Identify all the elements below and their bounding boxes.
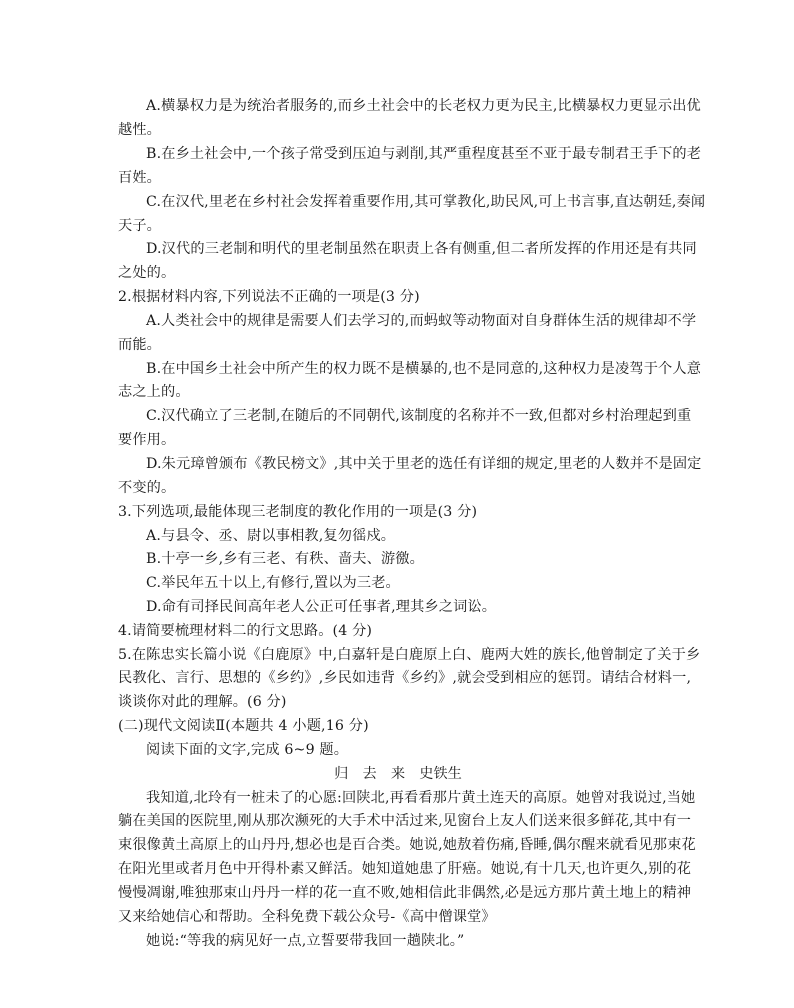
q1-option-c-line1: C.在汉代,里老在乡村社会发挥着重要作用,其可掌教化,助民风,可上书言事,直达朝廷,奏闻 [146, 194, 706, 210]
section-heading: (二)现代文阅读Ⅱ(本题共 4 小题,16 分) [118, 718, 369, 734]
question-2-stem: 2.根据材料内容,下列说法不正确的一项是(3 分) [118, 289, 420, 305]
passage-line: 躺在美国的医院里,刚从那次濒死的大手术中活过来,见窗台上友人们送来很多鲜花,其中有一 [118, 813, 692, 829]
question-4-stem: 4.请简要梳理材料二的行文思路。(4 分) [118, 623, 373, 639]
q1-option-d-line2: 之处的。 [118, 265, 176, 281]
q2-option-b-line1: B.在中国乡土社会中所产生的权力既不是横暴的,也不是同意的,这种权力是凌驾于个人意 [146, 361, 702, 377]
passage-line: 又来给她信心和帮助。全科免费下载公众号-《高中僧课堂》 [118, 909, 496, 925]
q1-option-b-line1: B.在乡土社会中,一个孩子常受到压迫与剥削,其严重程度甚至不亚于最专制君王手下的老 [146, 146, 702, 162]
question-3-stem: 3.下列选项,最能体现三老制度的教化作用的一项是(3 分) [118, 504, 478, 520]
q2-option-d-line1: D.朱元璋曾颁布《教民榜文》,其中关于里老的选任有详细的规定,里老的人数并不是固定 [146, 456, 702, 472]
q3-option-d: D.命有司择民间高年老人公正可任事者,理其乡之词讼。 [146, 599, 497, 615]
question-5-line2: 民教化、言行、思想的《乡约》,乡民如违背《乡约》,就会受到相应的惩罚。请结合材料一, [118, 670, 692, 686]
reading-instruction: 阅读下面的文字,完成 6~9 题。 [146, 742, 349, 758]
passage-line: 在阳光里或者月色中开得朴素又鲜活。她知道她患了肝癌。她说,有十几天,也许更久,别的花 [118, 861, 692, 877]
passage-line: 她说:“等我的病见好一点,立誓要带我回一趟陕北。” [146, 933, 465, 949]
question-5-line1: 5.在陈忠实长篇小说《白鹿原》中,白嘉轩是白鹿原上白、鹿两大姓的族长,他曾制定了关于乡 [118, 647, 701, 663]
q2-option-c-line2: 要作用。 [118, 432, 176, 448]
q3-option-c: C.举民年五十以上,有修行,置以为三老。 [146, 575, 400, 591]
q2-option-d-line2: 不变的。 [118, 480, 176, 496]
q1-option-c-line2: 天子。 [118, 218, 162, 234]
q1-option-d-line1: D.汉代的三老制和明代的里老制虽然在职责上各有侧重,但二者所发挥的作用还是有共同 [146, 241, 697, 257]
question-5-line3: 谈谈你对此的理解。(6 分) [118, 694, 287, 710]
passage-title: 归 去 来 史铁生 [334, 766, 462, 782]
q3-option-a: A.与县令、丞、尉以事相教,复勿徭戍。 [146, 528, 396, 544]
passage-line: 束很像黄土高原上的山丹丹,想必也是百合类。她说,她敖着伤痛,昏睡,偶尔醒来就看见那束花 [118, 837, 696, 853]
q1-option-a-line1: A.横暴权力是为统治者服务的,而乡土社会中的长老权力更为民主,比横暴权力更显示出优 [146, 98, 701, 114]
q2-option-a-line2: 而能。 [118, 337, 162, 353]
q1-option-a-line2: 越性。 [118, 122, 162, 138]
q3-option-b: B.十亭一乡,乡有三老、有秩、啬夫、游徼。 [146, 551, 424, 567]
passage-line: 慢慢凋谢,唯独那束山丹丹一样的花一直不败,她相信此非偶然,必是远方那片黄土地上的精神 [118, 885, 692, 901]
q1-option-b-line2: 百姓。 [118, 170, 162, 186]
passage-line: 我知道,北玲有一桩未了的心愿:回陕北,再看看那片黄土连天的高原。她曾对我说过,当她 [146, 790, 696, 806]
q2-option-c-line1: C.汉代确立了三老制,在随后的不同朝代,该制度的名称并不一致,但都对乡村治理起到重 [146, 408, 692, 424]
q2-option-b-line2: 志之上的。 [118, 384, 190, 400]
q2-option-a-line1: A.人类社会中的规律是需要人们去学习的,而蚂蚁等动物面对自身群体生活的规律却不学 [146, 313, 697, 329]
